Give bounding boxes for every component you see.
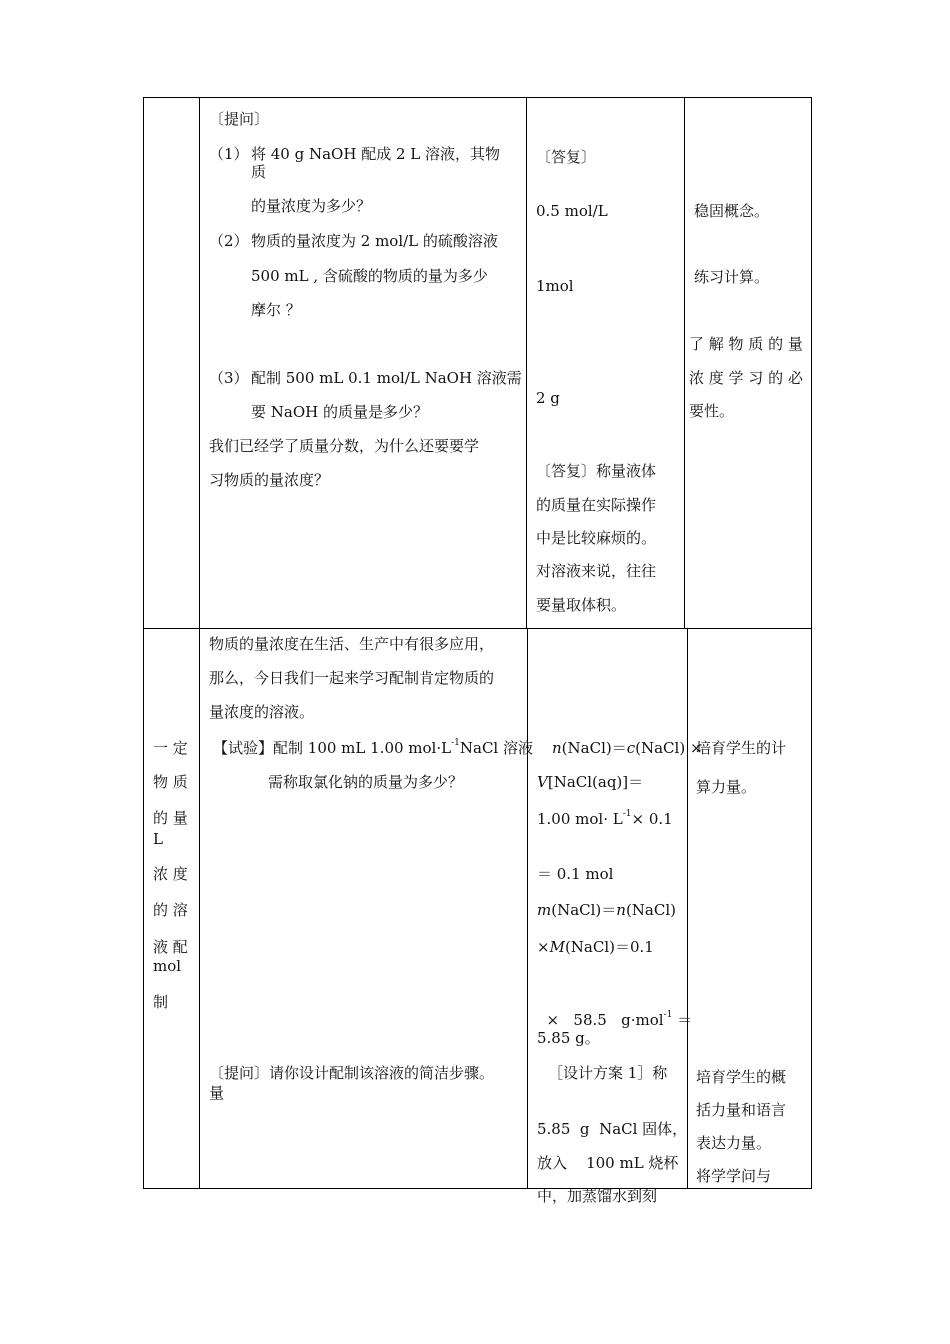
why-question-line-2: 习物质的量浓度？ (209, 471, 330, 489)
question-3-line-1: 配制 500 mL 0.1 mol/L NaOH 溶液需 (251, 369, 522, 387)
calc-line-3 (537, 810, 673, 828)
ask-label: 〔提问〕 (209, 110, 270, 128)
goal-consolidate: 稳固概念。 (694, 202, 770, 220)
calc-line-4: ＝ 0.1 mol (537, 865, 614, 883)
calc-line-3-b: × 0.1 (631, 810, 673, 828)
goal-summary-2: 括力量和语言 (696, 1101, 787, 1119)
question-1-line-3: 的量浓度为多少？ (251, 197, 372, 215)
calc-line-6-a: × (537, 938, 550, 956)
table-col-divider-2a (526, 97, 527, 629)
calc-line-7-sup: -1 (663, 1010, 673, 1020)
calc-line-5-a: (NaCl)＝ (551, 901, 617, 919)
table-col-divider-3a (684, 97, 685, 629)
design-question-tail: 量 (209, 1084, 225, 1102)
goal-calc-ability-1: 培育学生的计 (696, 739, 787, 757)
table-row-divider (143, 628, 812, 629)
calc-line-5-b: (NaCl) (625, 901, 676, 919)
table-border-bottom (143, 1188, 812, 1189)
section-heading-6: 液 配 (153, 938, 188, 956)
design-plan-label: ［设计方案 1］称 (548, 1064, 668, 1082)
calc-line-1-b: (NaCl) × (635, 739, 703, 757)
question-1-line-1: 将 40 g NaOH 配成 2 L 溶液，其物 (251, 145, 501, 163)
table-col-divider-2b (527, 628, 528, 1189)
design-plan-line-2: 放入 100 mL 烧杯 (537, 1154, 679, 1172)
section-heading-5: 的 溶 (153, 901, 188, 919)
question-2-line-3: 摩尔 ？ (251, 301, 301, 319)
goal-necessity-2: 浓 度 学 习 的 必 (689, 369, 803, 387)
experiment-question: 需称取氯化钠的质量为多少？ (268, 773, 464, 791)
calc-n2-symbol: n (616, 901, 626, 919)
calc-n-symbol: n (552, 739, 562, 757)
calc-v-symbol: V (537, 773, 548, 791)
why-question-line-1: 我们已经学了质量分数，为什么还要要学 (209, 437, 480, 455)
experiment-superscript: -1 (451, 738, 460, 748)
question-1-line-2: 质 (251, 163, 267, 181)
table-border-top (143, 97, 812, 98)
table-col-divider-3b (687, 628, 688, 1189)
question-2-line-2: 500 mL , 含硫酸的物质的量为多少 (251, 267, 488, 285)
section-heading-7: 制 (153, 993, 169, 1011)
design-question: 〔提问〕请你设计配制该溶液的简洁步骤。 (209, 1064, 495, 1082)
calc-m-symbol: m (537, 901, 552, 919)
question-1-number: （1） (209, 145, 249, 163)
goal-summary-1: 培育学生的概 (696, 1068, 787, 1086)
question-3-number: （3） (209, 369, 249, 387)
goal-necessity-1: 了 解 物 质 的 量 (689, 335, 803, 353)
question-2-number: （2） (209, 232, 249, 250)
calc-line-3-a: 1.00 mol· L (537, 810, 623, 828)
goal-necessity-3: 要性。 (689, 402, 735, 420)
calc-M-symbol: M (549, 938, 565, 956)
answer-3: 2 g (536, 389, 560, 407)
calc-line-5 (537, 901, 676, 919)
calc-line-6-b: (NaCl)＝0.1 (564, 938, 654, 956)
table-border-left (143, 97, 144, 1189)
section-heading-2: 物 质 (153, 773, 188, 791)
calc-c-symbol: c (626, 739, 636, 757)
calc-line-2-a: [NaCl(aq)]＝ (547, 773, 644, 791)
goal-practice: 练习计算。 (694, 268, 770, 286)
table-col-divider-1 (199, 97, 200, 1189)
section-heading-3b: L (153, 830, 163, 848)
design-plan-line-3: 中，加蒸馏水到刻 (537, 1187, 658, 1205)
question-2-line-1: 物质的量浓度为 2 mol/L 的硫酸溶液 (251, 232, 498, 250)
answer-explain-2: 的质量在实际操作 (536, 496, 657, 514)
answer-explain-5: 要量取体积。 (536, 596, 627, 614)
experiment-tag: 【试验】 (213, 739, 274, 757)
calc-line-1 (552, 739, 703, 757)
calc-line-8: 5.85 g。 (537, 1029, 600, 1047)
intro-line-3: 量浓度的溶液。 (209, 703, 315, 721)
calc-line-2 (537, 773, 643, 791)
calc-line-7-b: ＝ (672, 1011, 693, 1029)
calc-line-6 (537, 938, 654, 956)
section-heading-3: 的 量 (153, 809, 188, 827)
answer-explain-3: 中是比较麻烦的。 (536, 529, 657, 547)
experiment-tail: NaCl 溶液 (459, 739, 533, 757)
experiment-line (213, 739, 533, 757)
answer-explain-1: 〔答复〕称量液体 (536, 462, 657, 480)
answer-explain-4: 对溶液来说，往往 (536, 562, 657, 580)
goal-summary-3: 表达力量。 (696, 1134, 772, 1152)
calc-line-7-a: × 58.5 g·mol (546, 1011, 664, 1029)
answer-2: 1mol (536, 277, 574, 295)
intro-line-2: 那么，今日我们一起来学习配制肯定物质的 (209, 669, 495, 687)
goal-summary-4: 将学学问与 (696, 1167, 772, 1185)
section-heading-1: 一 定 (153, 739, 188, 757)
answer-label: 〔答复〕 (536, 148, 597, 166)
experiment-text: 配制 100 mL 1.00 mol·L (273, 739, 452, 757)
question-3-line-2: 要 NaOH 的质量是多少？ (251, 403, 428, 421)
calc-line-7 (537, 993, 692, 1029)
design-plan-line-1: 5.85 g NaCl 固体， (537, 1120, 688, 1138)
section-heading-6b: mol (153, 957, 182, 975)
goal-calc-ability-2: 算力量。 (696, 778, 757, 796)
table-border-right (811, 97, 812, 1189)
answer-1: 0.5 mol/L (536, 202, 608, 220)
section-heading-4: 浓 度 (153, 865, 188, 883)
calc-line-1-a: (NaCl)＝ (561, 739, 627, 757)
calc-line-3-sup: -1 (622, 809, 632, 819)
intro-line-1: 物质的量浓度在生活、生产中有很多应用， (209, 635, 495, 653)
